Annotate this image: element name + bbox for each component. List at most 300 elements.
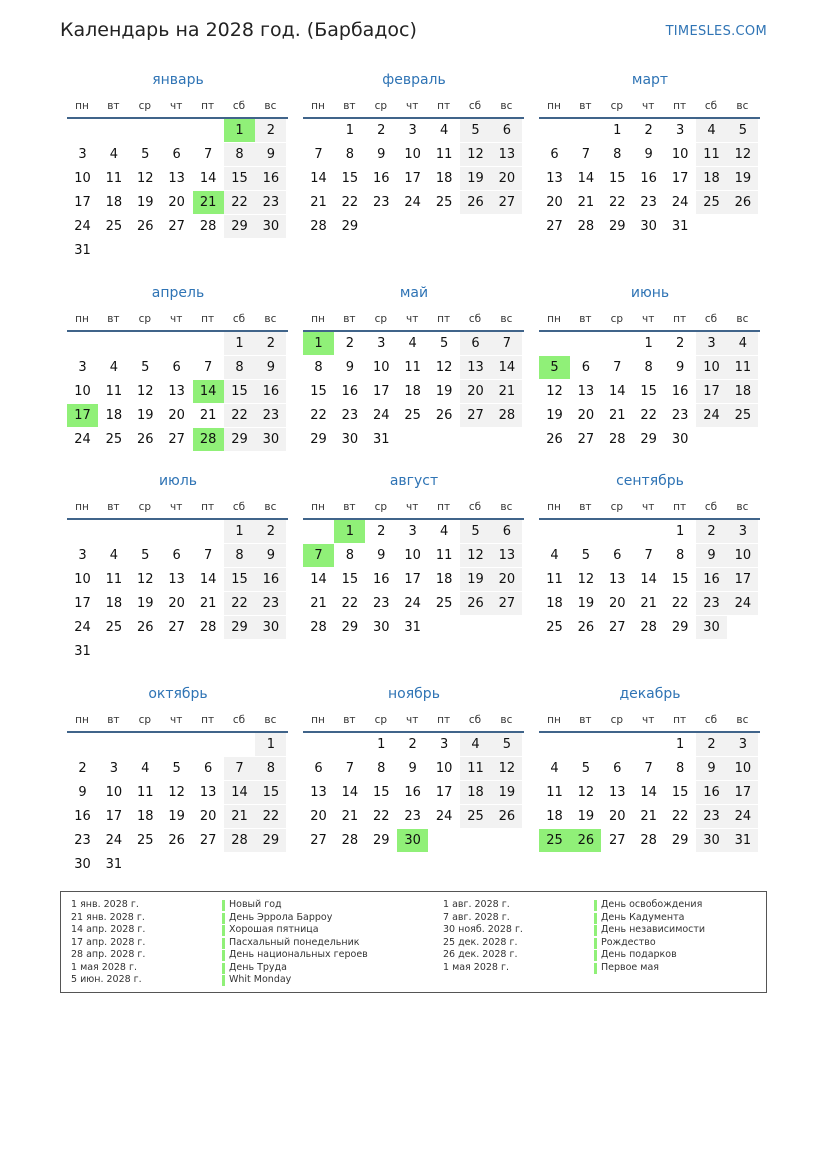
day-cell[interactable]: 6 <box>172 548 181 563</box>
day-cell[interactable]: 21 <box>640 809 657 824</box>
day-cell[interactable]: 30 <box>255 616 286 639</box>
day-cell[interactable]: 4 <box>460 733 491 756</box>
day-cell[interactable]: 9 <box>78 785 87 800</box>
day-cell[interactable]: 13 <box>609 785 626 800</box>
day-cell[interactable]: 15 <box>671 572 689 587</box>
day-cell[interactable]: 4 <box>141 761 150 776</box>
day-cell[interactable]: 14 <box>199 572 217 587</box>
day-cell[interactable]: 1 <box>613 123 622 138</box>
day-cell[interactable]: 20 <box>199 809 217 824</box>
day-cell[interactable]: 26 <box>491 805 522 828</box>
day-cell[interactable]: 25 <box>727 404 758 427</box>
day-cell[interactable]: 3 <box>727 733 758 756</box>
day-cell[interactable]: 25 <box>435 596 453 611</box>
day-cell[interactable]: 26 <box>727 191 758 214</box>
day-cell[interactable]: 14 <box>310 572 327 587</box>
day-cell[interactable]: 13 <box>168 572 185 587</box>
day-cell[interactable]: 15 <box>341 171 359 186</box>
day-cell[interactable]: 27 <box>168 432 185 447</box>
day-cell[interactable]: 19 <box>137 596 154 611</box>
day-cell[interactable]: 3 <box>696 332 727 355</box>
day-cell[interactable]: 14 <box>491 356 522 379</box>
day-cell[interactable]: 8 <box>675 548 685 563</box>
day-cell[interactable]: 11 <box>546 785 563 800</box>
day-cell[interactable]: 6 <box>550 147 559 162</box>
day-cell[interactable]: 14 <box>609 384 626 399</box>
day-cell[interactable]: 29 <box>224 428 255 451</box>
day-cell[interactable]: 26 <box>435 408 453 423</box>
day-cell[interactable]: 24 <box>727 805 758 828</box>
day-cell[interactable]: 17 <box>74 596 91 611</box>
day-cell[interactable]: 9 <box>377 548 386 563</box>
day-cell[interactable]: 21 <box>491 380 522 403</box>
day-cell[interactable]: 17 <box>373 384 390 399</box>
day-cell[interactable]: 19 <box>546 408 563 423</box>
day-cell[interactable]: 29 <box>224 215 255 238</box>
day-cell[interactable]: 23 <box>404 809 421 824</box>
day-cell[interactable]: 28 <box>640 620 657 635</box>
day-cell[interactable]: 17 <box>727 568 758 591</box>
day-cell[interactable]: 9 <box>696 544 727 567</box>
day-cell[interactable]: 9 <box>696 757 727 780</box>
day-cell[interactable]: 3 <box>78 548 87 563</box>
day-cell[interactable]: 28 <box>199 620 217 635</box>
day-cell[interactable]: 10 <box>373 360 390 375</box>
day-cell[interactable]: 29 <box>255 829 286 852</box>
day-cell[interactable]: 5 <box>141 548 150 563</box>
day-cell[interactable]: 20 <box>577 408 595 423</box>
day-cell[interactable]: 5 <box>141 360 150 375</box>
day-cell[interactable]: 27 <box>168 620 185 635</box>
day-cell[interactable]: 10 <box>404 548 421 563</box>
day-cell[interactable]: 28 <box>310 620 327 635</box>
day-cell[interactable]: 11 <box>105 171 123 186</box>
day-cell[interactable]: 22 <box>640 408 657 423</box>
day-cell[interactable]: 26 <box>168 833 185 848</box>
day-cell[interactable]: 12 <box>546 384 563 399</box>
day-cell[interactable]: 3 <box>408 123 417 138</box>
day-cell[interactable]: 22 <box>671 596 689 611</box>
day-cell[interactable]: 31 <box>671 219 689 234</box>
day-cell[interactable]: 20 <box>310 809 327 824</box>
day-cell[interactable]: 27 <box>609 620 626 635</box>
day-cell[interactable]: 16 <box>255 167 286 190</box>
day-cell[interactable]: 1 <box>377 737 386 752</box>
day-cell[interactable]: 5 <box>581 761 591 776</box>
day-cell[interactable]: 11 <box>435 147 453 162</box>
day-cell[interactable]: 21 <box>640 596 657 611</box>
day-cell[interactable]: 30 <box>696 616 727 639</box>
day-cell[interactable]: 25 <box>460 805 491 828</box>
day-cell[interactable]: 23 <box>373 596 390 611</box>
day-cell[interactable]: 27 <box>310 833 327 848</box>
day-cell[interactable]: 6 <box>460 332 491 355</box>
day-cell[interactable]: 31 <box>74 644 91 659</box>
day-cell[interactable]: 17 <box>435 785 453 800</box>
day-cell[interactable]: 8 <box>644 360 653 375</box>
day-cell[interactable]: 28 <box>341 833 359 848</box>
brand-link[interactable]: TIMESLES.COM <box>665 24 767 39</box>
day-cell[interactable]: 23 <box>255 191 286 214</box>
day-cell[interactable]: 29 <box>341 219 359 234</box>
day-cell[interactable]: 17 <box>404 572 421 587</box>
day-cell[interactable]: 14 <box>224 781 255 804</box>
day-cell[interactable]: 19 <box>727 167 758 190</box>
day-cell[interactable]: 21 <box>310 596 327 611</box>
day-cell[interactable]: 22 <box>373 809 390 824</box>
day-cell[interactable]: 18 <box>105 596 123 611</box>
day-cell[interactable]: 22 <box>671 809 689 824</box>
day-cell[interactable]: 26 <box>577 620 595 635</box>
day-cell[interactable]: 14 <box>640 572 657 587</box>
day-cell[interactable]: 15 <box>255 781 286 804</box>
day-cell[interactable]: 24 <box>74 219 91 234</box>
day-cell[interactable]: 16 <box>404 785 421 800</box>
day-cell[interactable]: 7 <box>491 332 522 355</box>
day-cell[interactable]: 25 <box>105 219 123 234</box>
day-cell[interactable]: 28 <box>491 404 522 427</box>
day-cell[interactable]: 22 <box>255 805 286 828</box>
day-cell[interactable]: 17 <box>671 171 689 186</box>
day-cell[interactable]: 30 <box>341 432 359 447</box>
day-cell[interactable]: 4 <box>109 360 119 375</box>
day-cell[interactable]: 7 <box>345 761 355 776</box>
day-cell[interactable]: 5 <box>172 761 181 776</box>
day-cell[interactable]: 2 <box>377 123 386 138</box>
day-cell[interactable]: 23 <box>696 805 727 828</box>
day-cell[interactable]: 29 <box>640 432 657 447</box>
day-cell[interactable]: 23 <box>696 592 727 615</box>
day-cell[interactable]: 11 <box>105 384 123 399</box>
day-cell[interactable]: 27 <box>609 833 626 848</box>
day-cell[interactable]: 9 <box>675 360 685 375</box>
day-cell[interactable]: 19 <box>460 167 491 190</box>
day-cell[interactable]: 7 <box>581 147 591 162</box>
day-cell[interactable]: 1 <box>675 737 685 752</box>
day-cell[interactable]: 13 <box>577 384 595 399</box>
day-cell[interactable]: 27 <box>546 219 563 234</box>
day-cell[interactable]: 3 <box>109 761 119 776</box>
day-cell[interactable]: 4 <box>550 761 559 776</box>
day-cell[interactable]: 21 <box>199 408 217 423</box>
day-cell[interactable]: 5 <box>581 548 591 563</box>
day-cell[interactable]: 24 <box>74 432 91 447</box>
day-cell[interactable]: 13 <box>310 785 327 800</box>
day-cell[interactable]: 11 <box>105 572 123 587</box>
day-cell[interactable]: 10 <box>727 757 758 780</box>
day-cell[interactable]: 29 <box>373 833 390 848</box>
day-cell[interactable]: 5 <box>141 147 150 162</box>
day-cell[interactable]: 15 <box>224 167 255 190</box>
day-cell[interactable]: 23 <box>341 408 359 423</box>
day-cell[interactable]: 3 <box>377 336 386 351</box>
day-cell[interactable]: 12 <box>168 785 185 800</box>
day-cell[interactable]: 26 <box>137 219 154 234</box>
day-cell[interactable]: 8 <box>675 761 685 776</box>
day-cell[interactable]: 22 <box>310 408 327 423</box>
day-cell[interactable]: 16 <box>671 384 689 399</box>
day-cell[interactable]: 6 <box>314 761 323 776</box>
day-cell[interactable]: 16 <box>74 809 91 824</box>
day-cell[interactable]: 8 <box>255 757 286 780</box>
day-cell[interactable]: 15 <box>640 384 657 399</box>
holiday-day-cell[interactable]: 5 <box>539 356 570 379</box>
day-cell[interactable]: 30 <box>255 428 286 451</box>
day-cell[interactable]: 30 <box>640 219 657 234</box>
day-cell[interactable]: 10 <box>727 544 758 567</box>
day-cell[interactable]: 18 <box>696 167 727 190</box>
day-cell[interactable]: 9 <box>345 360 355 375</box>
day-cell[interactable]: 6 <box>491 520 522 543</box>
day-cell[interactable]: 27 <box>491 191 522 214</box>
day-cell[interactable]: 9 <box>377 147 386 162</box>
day-cell[interactable]: 21 <box>310 195 327 210</box>
day-cell[interactable]: 4 <box>109 548 119 563</box>
day-cell[interactable]: 18 <box>137 809 154 824</box>
day-cell[interactable]: 10 <box>671 147 689 162</box>
day-cell[interactable]: 24 <box>105 833 123 848</box>
day-cell[interactable]: 9 <box>255 356 286 379</box>
day-cell[interactable]: 21 <box>341 809 359 824</box>
day-cell[interactable]: 24 <box>671 195 689 210</box>
day-cell[interactable]: 31 <box>105 857 123 872</box>
day-cell[interactable]: 28 <box>577 219 595 234</box>
day-cell[interactable]: 2 <box>675 336 685 351</box>
day-cell[interactable]: 2 <box>255 119 286 142</box>
day-cell[interactable]: 21 <box>577 195 595 210</box>
day-cell[interactable]: 4 <box>439 123 449 138</box>
day-cell[interactable]: 11 <box>460 757 491 780</box>
day-cell[interactable]: 3 <box>78 360 87 375</box>
day-cell[interactable]: 10 <box>74 384 91 399</box>
day-cell[interactable]: 28 <box>640 833 657 848</box>
day-cell[interactable]: 1 <box>224 332 255 355</box>
holiday-day-cell[interactable]: 7 <box>303 544 334 567</box>
day-cell[interactable]: 2 <box>345 336 355 351</box>
day-cell[interactable]: 22 <box>224 592 255 615</box>
day-cell[interactable]: 15 <box>341 572 359 587</box>
day-cell[interactable]: 2 <box>696 520 727 543</box>
day-cell[interactable]: 26 <box>137 620 154 635</box>
day-cell[interactable]: 31 <box>74 243 91 258</box>
day-cell[interactable]: 19 <box>491 781 522 804</box>
day-cell[interactable]: 9 <box>408 761 417 776</box>
day-cell[interactable]: 17 <box>727 781 758 804</box>
day-cell[interactable]: 12 <box>137 171 154 186</box>
day-cell[interactable]: 16 <box>373 572 390 587</box>
day-cell[interactable]: 30 <box>671 432 689 447</box>
day-cell[interactable]: 9 <box>255 544 286 567</box>
day-cell[interactable]: 30 <box>255 215 286 238</box>
day-cell[interactable]: 24 <box>373 408 390 423</box>
day-cell[interactable]: 11 <box>696 143 727 166</box>
day-cell[interactable]: 27 <box>168 219 185 234</box>
day-cell[interactable]: 7 <box>644 761 653 776</box>
holiday-day-cell[interactable]: 21 <box>193 191 224 214</box>
day-cell[interactable]: 19 <box>577 596 595 611</box>
day-cell[interactable]: 12 <box>435 360 453 375</box>
day-cell[interactable]: 21 <box>199 596 217 611</box>
day-cell[interactable]: 2 <box>696 733 727 756</box>
day-cell[interactable]: 18 <box>435 171 453 186</box>
day-cell[interactable]: 5 <box>491 733 522 756</box>
day-cell[interactable]: 15 <box>224 568 255 591</box>
day-cell[interactable]: 24 <box>727 592 758 615</box>
day-cell[interactable]: 2 <box>255 332 286 355</box>
day-cell[interactable]: 8 <box>314 360 323 375</box>
day-cell[interactable]: 16 <box>255 380 286 403</box>
day-cell[interactable]: 10 <box>74 171 91 186</box>
holiday-day-cell[interactable]: 1 <box>224 119 255 142</box>
day-cell[interactable]: 8 <box>377 761 386 776</box>
day-cell[interactable]: 2 <box>78 761 87 776</box>
day-cell[interactable]: 24 <box>74 620 91 635</box>
day-cell[interactable]: 10 <box>105 785 123 800</box>
day-cell[interactable]: 22 <box>341 195 359 210</box>
day-cell[interactable]: 20 <box>546 195 563 210</box>
holiday-day-cell[interactable]: 1 <box>303 332 334 355</box>
day-cell[interactable]: 6 <box>613 761 622 776</box>
day-cell[interactable]: 20 <box>168 596 185 611</box>
day-cell[interactable]: 29 <box>609 219 626 234</box>
day-cell[interactable]: 29 <box>671 620 689 635</box>
day-cell[interactable]: 7 <box>203 147 213 162</box>
day-cell[interactable]: 27 <box>491 592 522 615</box>
day-cell[interactable]: 10 <box>696 356 727 379</box>
day-cell[interactable]: 3 <box>78 147 87 162</box>
day-cell[interactable]: 15 <box>224 380 255 403</box>
day-cell[interactable]: 30 <box>74 857 91 872</box>
holiday-day-cell[interactable]: 28 <box>193 428 224 451</box>
day-cell[interactable]: 30 <box>373 620 390 635</box>
day-cell[interactable]: 18 <box>460 781 491 804</box>
day-cell[interactable]: 23 <box>74 833 91 848</box>
day-cell[interactable]: 31 <box>373 432 390 447</box>
day-cell[interactable]: 17 <box>105 809 123 824</box>
day-cell[interactable]: 5 <box>439 336 449 351</box>
day-cell[interactable]: 4 <box>550 548 559 563</box>
day-cell[interactable]: 6 <box>172 147 181 162</box>
day-cell[interactable]: 25 <box>404 408 421 423</box>
day-cell[interactable]: 19 <box>168 809 185 824</box>
day-cell[interactable]: 3 <box>408 524 417 539</box>
day-cell[interactable]: 9 <box>255 143 286 166</box>
day-cell[interactable]: 7 <box>613 360 622 375</box>
day-cell[interactable]: 19 <box>460 568 491 591</box>
day-cell[interactable]: 12 <box>137 384 154 399</box>
day-cell[interactable]: 17 <box>696 380 727 403</box>
holiday-day-cell[interactable]: 25 <box>539 829 570 852</box>
day-cell[interactable]: 23 <box>671 408 689 423</box>
day-cell[interactable]: 23 <box>255 404 286 427</box>
day-cell[interactable]: 21 <box>224 805 255 828</box>
day-cell[interactable]: 17 <box>404 171 421 186</box>
day-cell[interactable]: 19 <box>435 384 453 399</box>
day-cell[interactable]: 8 <box>613 147 622 162</box>
day-cell[interactable]: 24 <box>696 404 727 427</box>
day-cell[interactable]: 12 <box>577 572 595 587</box>
day-cell[interactable]: 12 <box>460 143 491 166</box>
day-cell[interactable]: 7 <box>203 360 213 375</box>
day-cell[interactable]: 15 <box>671 785 689 800</box>
day-cell[interactable]: 25 <box>546 620 563 635</box>
day-cell[interactable]: 29 <box>671 833 689 848</box>
day-cell[interactable]: 20 <box>609 596 626 611</box>
day-cell[interactable]: 23 <box>640 195 657 210</box>
holiday-day-cell[interactable]: 17 <box>67 404 98 427</box>
day-cell[interactable]: 8 <box>345 548 355 563</box>
day-cell[interactable]: 5 <box>460 520 491 543</box>
day-cell[interactable]: 26 <box>460 191 491 214</box>
day-cell[interactable]: 22 <box>224 191 255 214</box>
day-cell[interactable]: 18 <box>404 384 421 399</box>
day-cell[interactable]: 18 <box>105 195 123 210</box>
day-cell[interactable]: 8 <box>224 544 255 567</box>
day-cell[interactable]: 12 <box>577 785 595 800</box>
day-cell[interactable]: 14 <box>199 171 217 186</box>
holiday-day-cell[interactable]: 14 <box>193 380 224 403</box>
day-cell[interactable]: 27 <box>460 404 491 427</box>
day-cell[interactable]: 25 <box>105 432 123 447</box>
day-cell[interactable]: 16 <box>696 568 727 591</box>
day-cell[interactable]: 20 <box>460 380 491 403</box>
day-cell[interactable]: 27 <box>577 432 595 447</box>
day-cell[interactable]: 29 <box>341 620 359 635</box>
day-cell[interactable]: 11 <box>727 356 758 379</box>
day-cell[interactable]: 16 <box>373 171 390 186</box>
day-cell[interactable]: 12 <box>137 572 154 587</box>
day-cell[interactable]: 1 <box>255 733 286 756</box>
day-cell[interactable]: 18 <box>727 380 758 403</box>
day-cell[interactable]: 20 <box>609 809 626 824</box>
day-cell[interactable]: 14 <box>310 171 327 186</box>
day-cell[interactable]: 11 <box>404 360 421 375</box>
day-cell[interactable]: 19 <box>137 408 154 423</box>
day-cell[interactable]: 13 <box>168 171 185 186</box>
day-cell[interactable]: 13 <box>199 785 217 800</box>
day-cell[interactable]: 8 <box>345 147 355 162</box>
day-cell[interactable]: 16 <box>640 171 657 186</box>
day-cell[interactable]: 18 <box>546 809 563 824</box>
day-cell[interactable]: 1 <box>345 123 355 138</box>
day-cell[interactable]: 16 <box>696 781 727 804</box>
day-cell[interactable]: 4 <box>109 147 119 162</box>
day-cell[interactable]: 4 <box>439 524 449 539</box>
day-cell[interactable]: 28 <box>310 219 327 234</box>
day-cell[interactable]: 17 <box>74 195 91 210</box>
day-cell[interactable]: 13 <box>460 356 491 379</box>
day-cell[interactable]: 10 <box>435 761 453 776</box>
day-cell[interactable]: 18 <box>546 596 563 611</box>
day-cell[interactable]: 8 <box>224 356 255 379</box>
day-cell[interactable]: 8 <box>224 143 255 166</box>
day-cell[interactable]: 19 <box>577 809 595 824</box>
day-cell[interactable]: 28 <box>609 432 626 447</box>
day-cell[interactable]: 13 <box>491 544 522 567</box>
holiday-day-cell[interactable]: 30 <box>397 829 428 852</box>
day-cell[interactable]: 3 <box>727 520 758 543</box>
day-cell[interactable]: 2 <box>644 123 653 138</box>
day-cell[interactable]: 25 <box>137 833 154 848</box>
day-cell[interactable]: 12 <box>727 143 758 166</box>
day-cell[interactable]: 6 <box>172 360 181 375</box>
day-cell[interactable]: 25 <box>435 195 453 210</box>
day-cell[interactable]: 16 <box>255 568 286 591</box>
day-cell[interactable]: 7 <box>203 548 213 563</box>
day-cell[interactable]: 11 <box>546 572 563 587</box>
day-cell[interactable]: 26 <box>546 432 563 447</box>
day-cell[interactable]: 26 <box>460 592 491 615</box>
